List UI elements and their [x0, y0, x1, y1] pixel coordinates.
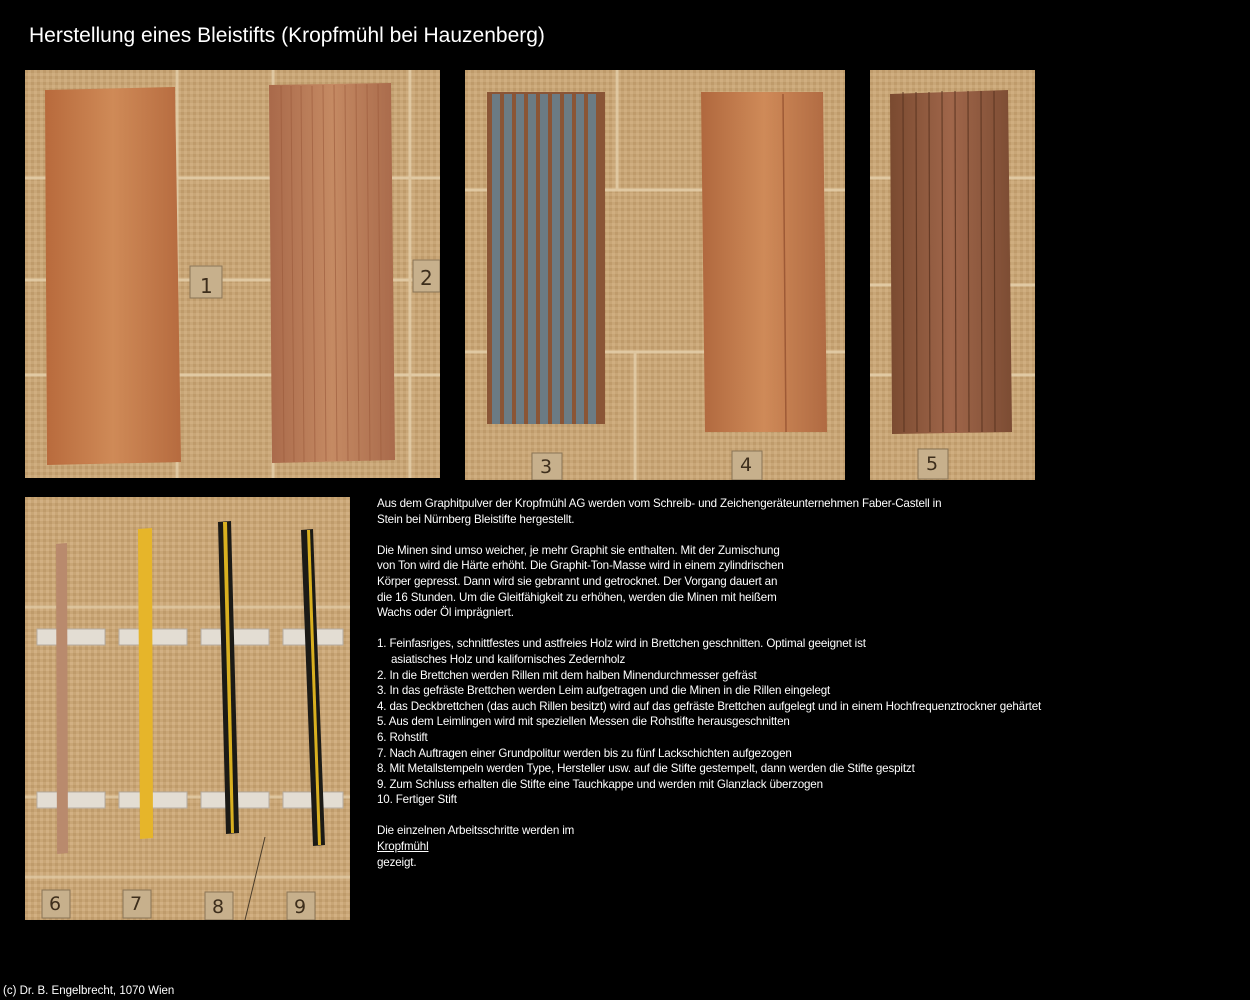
intro-line: Aus dem Graphitpulver der Kropfmühl AG werden vom Schreib- und Zeichengeräteunternehmen Faber-Castell in — [377, 497, 942, 510]
step-item: 1. Feinfasriges, schnittfestes und astfreies Holz wird in Brettchen geschnitten. Optimal geeignet ist — [377, 637, 866, 651]
photo-boards-3-4 — [465, 70, 845, 480]
minen-line: Wachs oder Öl imprägniert. — [377, 606, 514, 620]
label-7: 7 — [130, 893, 143, 915]
step-item: 10. Fertiger Stift — [377, 793, 457, 807]
step-item: 9. Zum Schluss erhalten die Stifte eine Tauchkappe und werden mit Glanzlack überzogen — [377, 777, 823, 791]
step-item: 4. das Deckbrettchen (das auch Rillen besitzt) wird auf das gefräste Brettchen aufgelegt und in einem Hochfrequenztrockner gehärtet — [377, 699, 1042, 713]
minen-line: die 16 Stunden. Um die Gleitfähigkeit zu erhöhen, werden die Minen mit heißem — [377, 590, 777, 604]
minen-line: Die Minen sind umso weicher, je mehr Graphit sie enthalten. Mit der Zumischung — [377, 543, 780, 557]
kropfmuehl-link[interactable]: Kropfmühl — [377, 840, 429, 854]
photo-board-5 — [870, 70, 1035, 480]
minen-line: von Ton wird die Härte erhöht. Die Graphit-Ton-Masse wird in einem zylindrischen — [377, 559, 784, 573]
label-4: 4 — [740, 454, 753, 476]
step-item: 8. Mit Metallstempeln werden Type, Hersteller usw. auf die Stifte gestempelt, dann werden die Stifte gespitzt — [377, 762, 915, 776]
pencil-6 — [56, 543, 68, 854]
step-item: 6. Rohstift — [377, 730, 428, 744]
step-item: asiatisches Holz und kalifornisches Zedernholz — [391, 652, 626, 666]
label-8: 8 — [212, 896, 225, 918]
description — [377, 496, 1117, 870]
label-5: 5 — [926, 453, 939, 475]
photo-boards-1-2 — [25, 70, 440, 478]
pencil-7 — [138, 528, 153, 839]
page-title: Herstellung eines Bleistifts (Kropfmühl bei Hauzenberg) — [29, 24, 545, 47]
label-2: 2 — [420, 266, 433, 290]
minen-line: Körper gepresst. Dann wird sie gebrannt und getrocknet. Der Vorgang dauert an — [377, 574, 778, 588]
board-3-leads — [492, 94, 596, 424]
label-6: 6 — [49, 893, 62, 915]
photo-pencils-6-9 — [25, 497, 350, 920]
step-item: 3. In das gefräste Brettchen werden Leim aufgetragen und die Minen in die Rillen eingelegt — [377, 684, 831, 698]
step-item: 7. Nach Auftragen einer Grundpolitur werden bis zu fünf Lackschichten aufgezogen — [377, 746, 792, 760]
label-1: 1 — [200, 274, 213, 298]
label-9: 9 — [294, 896, 307, 918]
outro-suffix: gezeigt. — [377, 855, 417, 869]
label-3: 3 — [540, 456, 553, 478]
step-item: 2. In die Brettchen werden Rillen mit dem halben Minendurchmesser gefräst — [377, 668, 757, 682]
copyright-footer: (c) Dr. B. Engelbrecht, 1070 Wien — [3, 985, 175, 997]
step-item: 5. Aus dem Leimlingen wird mit speziellen Messen die Rohstifte herausgeschnitten — [377, 715, 790, 729]
intro-line: Stein bei Nürnberg Bleistifte hergestellt. — [377, 512, 575, 526]
outro-text: Die einzelnen Arbeitsschritte werden im — [377, 824, 575, 838]
